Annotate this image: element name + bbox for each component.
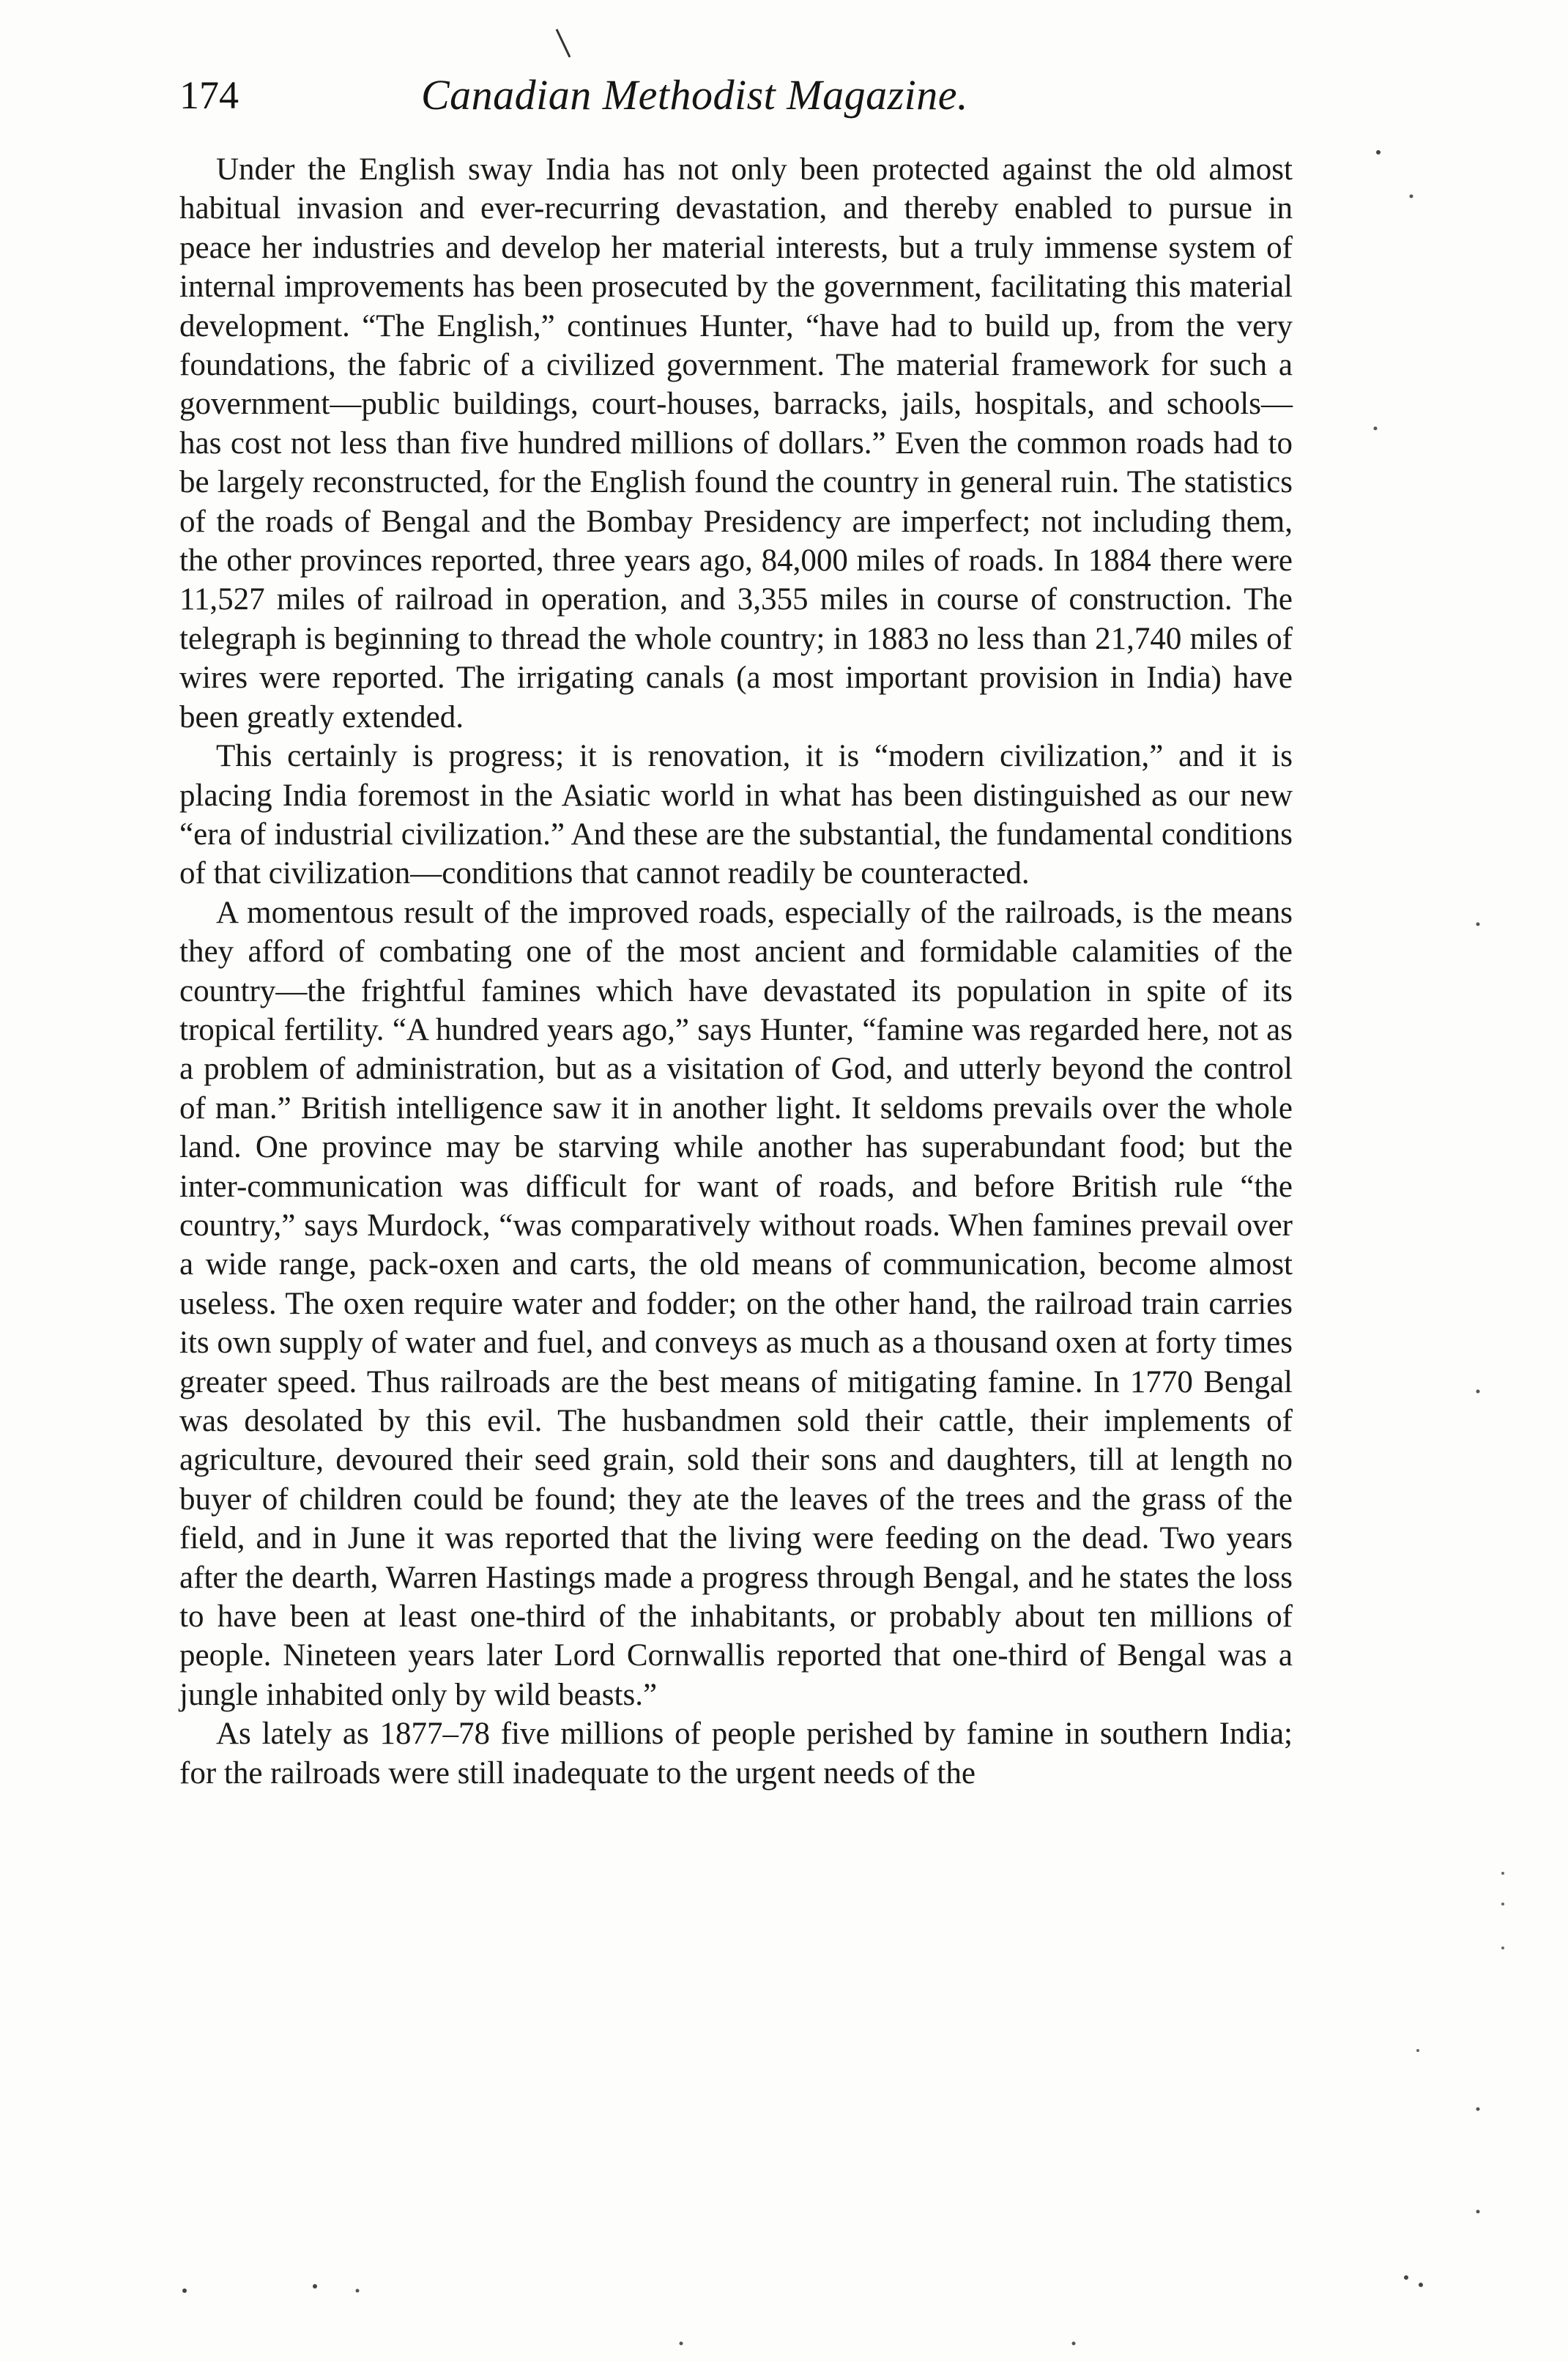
paragraph: As lately as 1877–78 five millions of people perished by famine in southern India; for the railroads were still inadequate to the urgent needs of the [179, 1717, 1293, 1791]
page-header [179, 70, 1293, 121]
paragraph: This certainly is progress; it is renovation, it is “modern civilization,” and it is placing India foremost in the Asiatic world in what has been distinguished as our new “era of industrial civilization.” And these are the substantial, the fundamental conditions of that civilization—conditions that cannot readily be counteracted. [179, 739, 1293, 891]
page-number: 174 [179, 73, 239, 117]
running-title: Canadian Methodist Magazine. [421, 71, 969, 119]
paragraph: Under the English sway India has not only been protected against the old almost habitual invasion and ever-recurring devastation, and thereby enabled to pursue in peace her industries and develop her material interests, but a truly immense system of internal improvements has been prosecuted by the government, facilitating this material development. “The English,” continues Hunter, “have had to build up, from the very foundations, the fabric of a civilized government. The material framework for such a government—public buildings, court-houses, barracks, jails, hospitals, and schools—has cost not less than five hundred millions of dollars.” Even the common roads had to be largely reconstructed, for the English found the country in general ruin. The statistics of the roads of Bengal and the Bombay Presidency are imperfect; not including them, the other provinces reported, three years ago, 84,000 miles of roads. In 1884 there were 11,527 miles of railroad in operation, and 3,355 miles in course of construction. The telegraph is beginning to thread the whole country; in 1883 no less than 21,740 miles of wires were reported. The irrigating canals (a most important provision in India) have been greatly extended. [179, 152, 1293, 735]
paragraph: A momentous result of the improved roads, especially of the railroads, is the means they afford of combating one of the most ancient and formidable calamities of the country—the frightful famines which have devastated its population in spite of its tropical fertility. “A hundred years ago,” says Hunter, “famine was regarded here, not as a problem of administration, but as a visitation of God, and utterly beyond the control of man.” British intelligence saw it in another light. It seldoms prevails over the whole land. One province may be starving while another has superabundant food; but the inter-communication was difficult for want of roads, and before British rule “the country,” says Murdock, “was comparatively without roads. When famines prevail over a wide range, pack-oxen and carts, the old means of communication, become almost useless. The oxen require water and fodder; on the other hand, the railroad train carries its own supply of water and fuel, and conveys as much as a thousand oxen at forty times greater speed. Thus railroads are the best means of mitigating famine. In 1770 Bengal was desolated by this evil. The husbandmen sold their cattle, their implements of agriculture, devoured their seed grain, sold their sons and daughters, till at length no buyer of children could be found; they ate the leaves of the trees and the grass of the field, and in June it was reported that the living were feeding on the dead. Two years after the dearth, Warren Hastings made a progress through Bengal, and he states the loss to have been at least one-third of the inhabitants, or probably about ten millions of people. Nineteen years later Lord Cornwallis reported that one-third of Bengal was a jungle inhabited only by wild beasts.” [179, 895, 1293, 1712]
article-body [179, 150, 1293, 1793]
